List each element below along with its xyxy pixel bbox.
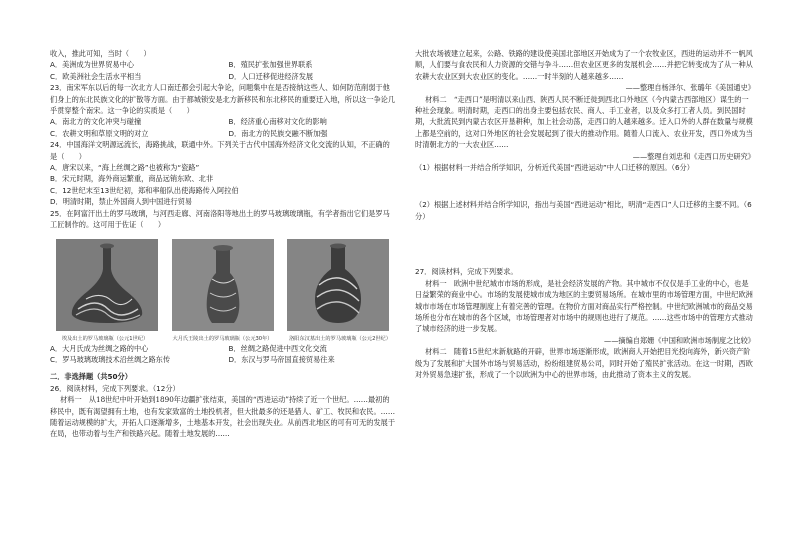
q25-option-b: B．丝绸之路促进中西文化交流: [228, 343, 327, 353]
q25-options: [50, 343, 395, 366]
figure-luoyang: [287, 239, 389, 331]
q24-stem: 24．中国海洋文明源远流长，海路挑战，联通中外。下列关于古代中国海外经济文化交流的认知，不正确的是（ ）: [50, 140, 390, 161]
caption-yuezhi: 大月氏王陵出土的罗马玻璃瓶（公元30年）: [172, 335, 273, 342]
q26-material-1: 材料一 从18世纪中叶开始到1890年边疆扩张结束，美国的“西进运动”持续了近一个世纪。……最初的移民中，既有渴望拥有土地，也有发家致富的土地投机者，但大批最多的还是猎人、矿工、牧民和农民。……随着运动规模的扩大，开拓人口逐渐增多，土地基本开发，社会出现失业。从前西北地区的可有可无的发展于在局，也带动着与生产和铁路兴起。随着土地发展的……: [50, 395, 396, 439]
source-2: ——整理自刘忠和《走西口历史研究》: [632, 151, 755, 161]
q27-material-1: 材料一 欧洲中世纪城市市场的形成，是社会经济发展的产物。其中城市不仅仅是手工业的中心，也是日益繁荣的商业中心。市场的发展使城市成为地区的主要贸易场所。在城市里的市场管理方面，中世纪欧洲城市市场在市场管理制度上有着完善的管理。在物价方面对商品实行严格控制。中世纪欧洲城市的商品交易场所也分布在城市的各个区域，市场管理者对市场中的规则也进行了规范。……这些市场中的管理方式推动了城市经济的进一步发展。: [415, 278, 753, 334]
source-1: ——整理自杨泽尔、张璐年《美国通史》: [625, 83, 755, 93]
q25-option-a: A．大月氏成为丝绸之路的中心: [50, 343, 149, 353]
q23-options: [50, 116, 395, 139]
figure-yuezhi: [172, 239, 274, 331]
caption-egypt: 埃及出土的罗马玻璃瓶（公元1世纪）: [61, 335, 149, 342]
q22-option-b: B．殖民扩张加强世界联系: [228, 60, 313, 70]
q23-option-d: D．南北方的民族交融不断加强: [228, 128, 328, 138]
right-column: [415, 48, 755, 380]
q25-stem: 25．在阿富汗出土的罗马玻璃，与河西走廊、河南洛阳等地出土的罗马玻璃玻璃瓶，有学者指出它们是罗马工匠制作的。这可用于佐证（ ）: [50, 208, 390, 230]
caption-luoyang: 洛阳东汉墓出土的罗马玻璃瓶（公元2世纪）: [289, 335, 391, 342]
q26-question-2: （2）根据上述材料并结合所学知识，指出与美国“西进运动”相比，明清“走西口”人口迁移的主要不同。（6分）: [415, 200, 752, 221]
left-column: [50, 48, 395, 440]
q22-option-d: D．人口迁移促进经济发展: [228, 71, 314, 81]
q26-material-2: 材料二 “走西口”是明清以来山西、陕西人民不断迁徙到西北口外地区（今内蒙古西部地区）谋生的一种社会现象。明清时期，走西口的出身主要包括农民、商人、手工业者，以及众多打工者人员。到民国时期，大批流民到内蒙古农区开垦耕种，加上社会动荡，走西口的人越来越多。迁入口外的人群在数量与规模上都是空前的，这对口外地区的社会发展起到了很大的推动作用。随着人口流入、农业开发，西口外成为当时清朝北方的一大农业区……: [415, 94, 753, 150]
yuezhi-glass-bottle-photo: [172, 239, 274, 331]
q24-option-c: C．12世纪末至13世纪初，郑和率船队出使海路传入阿拉伯: [50, 185, 239, 195]
figure-captions: [50, 335, 395, 343]
q23-option-a: A．南北方的文化冲突与碰撞: [50, 117, 142, 127]
q27-material-2: 材料二 随着15世纪末新航路的开辟，世界市场逐渐形成，欧洲商人开始把目光投向海外，新兴资产阶级为了发展和扩大国外市场与贸易活动，纷纷组建贸易公司，同时开始了殖民扩张活动。在这一时期，西欧对外贸易急速扩张，形成了一个以欧洲为中心的世界市场，由此推动了资本主义的发展。: [415, 347, 753, 379]
q27-title: 27．阅读材料，完成下列要求。: [415, 267, 518, 277]
glass-figures: [56, 239, 389, 331]
q26-title: 26．阅读材料，完成下列要求。（12分）: [50, 383, 180, 393]
q25-option-c: C．罗马玻璃玻璃技术沿丝绸之路东传: [50, 354, 171, 364]
q25-option-d: D．东汉与罗马帝国直接贸易往来: [228, 354, 335, 364]
luoyang-glass-bottle-photo: [287, 239, 389, 331]
q24-option-b: B．宋元时期，海外商运繁重，商品远销东欧、北非: [50, 174, 214, 184]
q23-option-b: B．经济重心南移对文化的影响: [228, 117, 327, 127]
q23-stem: 23．南宋军东以后的每一次北方人口南迁都会引起大争论，问题集中在是否接纳这些人、如何防范削弱于他们身上的东北民族文化的扩散等方面。由于都城锁安是北方新移民和东北移民的重要迁入地，所以这一争论几乎贯穿整个南宋。这一争论的实质是（ ）: [50, 83, 396, 116]
q23-option-c: C．农耕文明和草原文明的对立: [50, 128, 149, 138]
q22-option-a: A．美洲成为世界贸易中心: [50, 60, 134, 70]
q22-options: [50, 59, 395, 82]
figure-egypt: [56, 239, 158, 331]
q24-option-d: D．明清时期，禁止外国商人到中国进行贸易: [50, 197, 193, 207]
q26-question-1: （1）根据材料一并结合所学知识，分析近代美国“西进运动”中人口迁移的原因。（6分）: [415, 163, 694, 173]
q26-material-1-cont: 大批农场被建立起来，公路、铁路的建设使美国北部地区开始成为了一个农牧业区，西进的运动并不一帆风顺，人们要与食农民和人力资源的交错与争斗……但农业区更多的发展机会……并把它转变成为了从一种从农耕大农业区到大农业区的变化。……一时半刻的人越来越多……: [415, 49, 753, 81]
source-3: ——摘编自郑姗《中国和欧洲市场制度之比较》: [604, 335, 755, 345]
egypt-glass-bottle-photo: [56, 239, 158, 331]
q22-option-c: C．欧美洲社会生活水平相当: [50, 71, 142, 81]
section-2-heading: 二．非选择题（共50分）: [50, 372, 132, 382]
q22-intro: 收入，推此可知，当时（ ）: [50, 49, 151, 58]
q24-option-a: A．唐宋以来，“海上丝绸之路”也被称为“瓷路”: [50, 163, 200, 173]
